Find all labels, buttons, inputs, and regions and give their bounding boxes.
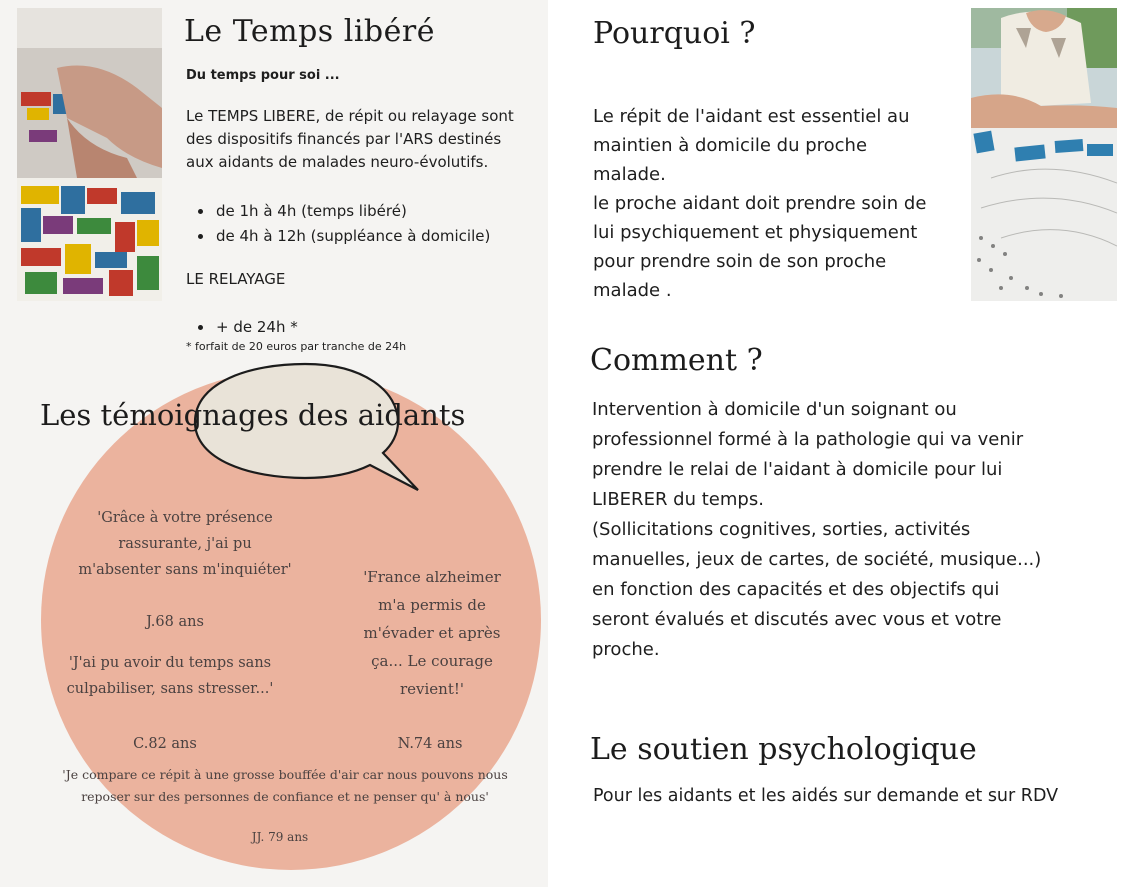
duration-item: • de 1h à 4h (temps libéré) xyxy=(214,199,490,224)
quote-line: m'absenter sans m'inquiéter' xyxy=(78,562,292,578)
card-game-photo xyxy=(971,8,1117,301)
temps-libere-subtitle: Du temps pour soi ... xyxy=(186,68,340,83)
temps-libere-title: Le Temps libéré xyxy=(184,14,435,49)
quote-line: reposer sur des personnes de confiance et ne penser qu' à nous' xyxy=(81,789,489,804)
quote-2-author: N.74 ans xyxy=(397,736,463,752)
comment-line: en fonction des capacités et des objectifs qui xyxy=(592,579,1000,600)
relayage-label: LE RELAYAGE xyxy=(186,270,286,288)
pourquoi-title: Pourquoi ? xyxy=(593,16,756,51)
quote-line: culpabiliser, sans stresser...' xyxy=(66,681,274,697)
duration-list xyxy=(186,199,490,249)
soutien-text: Pour les aidants et les aidés sur demande et sur RDV xyxy=(593,786,1059,806)
quote-line: 'Grâce à votre présence xyxy=(97,510,273,526)
comment-line: manuelles, jeux de cartes, de société, musique...) xyxy=(592,549,1042,570)
pourquoi-line: pour prendre soin de son proche xyxy=(593,251,887,272)
pourquoi-line: malade . xyxy=(593,280,672,301)
relayage-list xyxy=(186,315,298,340)
comment-line: prendre le relai de l'aidant à domicile pour lui xyxy=(592,459,1003,480)
pourquoi-line: maintien à domicile du proche xyxy=(593,135,868,156)
duration-item: • de 4h à 12h (suppléance à domicile) xyxy=(214,224,490,249)
quote-line: m'a permis de xyxy=(378,596,486,614)
quote-4-author: JJ. 79 ans xyxy=(251,830,309,844)
comment-title: Comment ? xyxy=(590,343,763,378)
pourquoi-text xyxy=(593,102,973,305)
comment-line: (Sollicitations cognitives, sorties, activités xyxy=(592,519,971,540)
temps-libere-intro xyxy=(186,105,541,174)
comment-line: Intervention à domicile d'un soignant ou xyxy=(592,399,957,420)
quote-line: 'Je compare ce répit à une grosse bouffée d'air car nous pouvons nous xyxy=(62,767,508,782)
quote-1 xyxy=(40,505,330,583)
comment-line: seront évalués et discutés avec vous et votre xyxy=(592,609,1002,630)
quote-line: 'J'ai pu avoir du temps sans xyxy=(68,655,272,671)
quote-1-author: J.68 ans xyxy=(146,614,204,630)
quote-line: 'France alzheimer xyxy=(363,568,501,586)
quote-4 xyxy=(20,764,550,808)
pourquoi-line: Le répit de l'aidant est essentiel au xyxy=(593,106,910,127)
soutien-title: Le soutien psychologique xyxy=(590,732,977,767)
quote-line: ça... Le courage xyxy=(371,652,493,670)
quote-2 xyxy=(332,563,532,703)
quote-3 xyxy=(30,650,310,702)
footnote: * forfait de 20 euros par tranche de 24h xyxy=(186,340,407,353)
relayage-item: • + de 24h * xyxy=(214,315,298,340)
temoignages-title: Les témoignages des aidants xyxy=(40,398,466,432)
comment-line: professionnel formé à la pathologie qui va venir xyxy=(592,429,1024,450)
comment-line: LIBERER du temps. xyxy=(592,489,764,510)
pourquoi-line: lui psychiquement et physiquement xyxy=(593,222,918,243)
quote-line: revient!' xyxy=(399,680,465,698)
intro-line: aux aidants de malades neuro-évolutifs. xyxy=(186,153,489,171)
quote-line: m'évader et après xyxy=(363,624,501,642)
intro-line: Le TEMPS LIBERE, de répit ou relayage sont xyxy=(186,107,514,125)
quote-3-author: C.82 ans xyxy=(133,736,197,752)
intro-line: des dispositifs financés par l'ARS destinés xyxy=(186,130,502,148)
comment-line: proche. xyxy=(592,639,660,660)
pourquoi-line: malade. xyxy=(593,164,666,185)
puzzle-photo xyxy=(17,8,162,301)
quote-line: rassurante, j'ai pu xyxy=(118,536,252,552)
pourquoi-line: le proche aidant doit prendre soin de xyxy=(593,193,927,214)
comment-text xyxy=(592,395,1112,665)
